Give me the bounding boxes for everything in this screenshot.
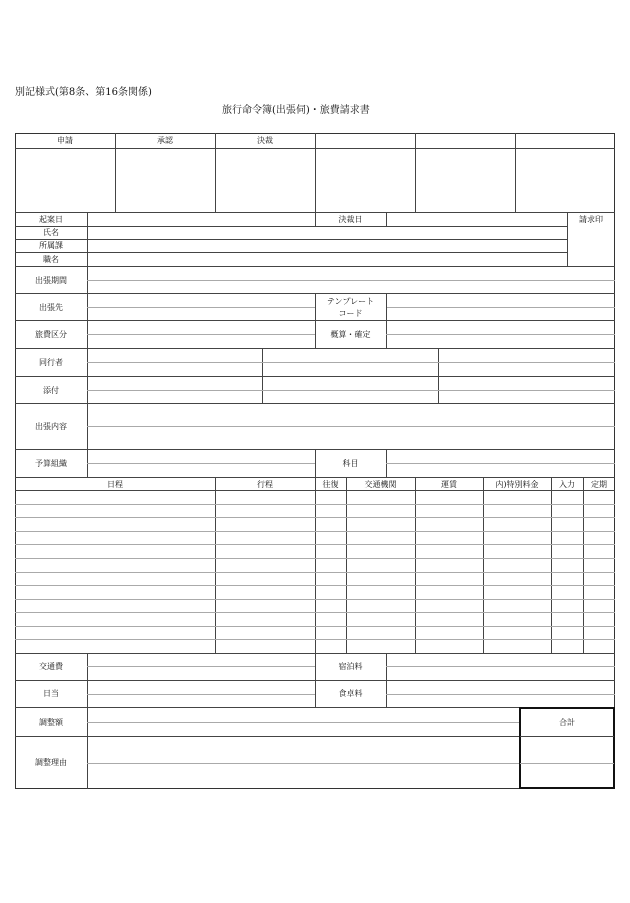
itinerary-cell[interactable] xyxy=(316,627,345,639)
itinerary-cell[interactable] xyxy=(216,613,314,625)
transport-cost-label: 交通費 xyxy=(39,662,63,671)
itinerary-cell[interactable] xyxy=(584,518,614,530)
itinerary-cell[interactable] xyxy=(16,559,214,571)
itinerary-col-schedule: 日程 xyxy=(107,480,123,489)
itinerary-cell[interactable] xyxy=(216,586,314,598)
name-label: 氏名 xyxy=(43,228,59,237)
itinerary-cell[interactable] xyxy=(347,600,414,612)
itinerary-cell[interactable] xyxy=(484,627,550,639)
companion-field-3[interactable] xyxy=(439,349,614,375)
itinerary-cell[interactable] xyxy=(584,573,614,585)
itinerary-cell[interactable] xyxy=(347,532,414,544)
itinerary-cell[interactable] xyxy=(347,627,414,639)
itinerary-cell[interactable] xyxy=(216,600,314,612)
itinerary-cell[interactable] xyxy=(316,600,345,612)
itinerary-cell[interactable] xyxy=(416,640,482,652)
destination-field[interactable] xyxy=(88,294,314,319)
style-reference: 別記様式(第8条、第16条関係) xyxy=(15,87,152,98)
itinerary-cell[interactable] xyxy=(484,559,550,571)
itinerary-cell[interactable] xyxy=(347,640,414,652)
adjustment-reason-label: 調整理由 xyxy=(35,758,67,767)
itinerary-cell[interactable] xyxy=(316,545,345,557)
position-label: 職名 xyxy=(43,255,59,264)
template-code-text: テンプレート コード xyxy=(326,297,375,318)
claim-seal-label: 請求印 xyxy=(579,215,603,224)
itinerary-cell[interactable] xyxy=(484,518,550,530)
itinerary-cell[interactable] xyxy=(216,505,314,517)
itinerary-cell[interactable] xyxy=(347,518,414,530)
adjustment-amount-field[interactable] xyxy=(88,708,518,735)
itinerary-cell[interactable] xyxy=(16,600,214,612)
itinerary-cell[interactable] xyxy=(16,627,214,639)
itinerary-cell[interactable] xyxy=(552,640,582,652)
itinerary-cell[interactable] xyxy=(416,627,482,639)
attachment-field-3[interactable] xyxy=(439,377,614,402)
trip-content-label: 出張内容 xyxy=(35,422,67,431)
total-label: 合計 xyxy=(559,718,575,727)
itinerary-col-transport: 交通機関 xyxy=(364,480,397,489)
decision-date-field[interactable] xyxy=(387,213,566,225)
itinerary-cell[interactable] xyxy=(347,505,414,517)
itinerary-cell[interactable] xyxy=(16,491,214,503)
name-field[interactable] xyxy=(88,227,566,238)
itinerary-cell[interactable] xyxy=(216,627,314,639)
itinerary-cell[interactable] xyxy=(316,640,345,652)
itinerary-cell[interactable] xyxy=(216,640,314,652)
form-title: 旅行命令簿(出張伺)・旅費請求書 xyxy=(222,105,370,116)
itinerary-cell[interactable] xyxy=(416,600,482,612)
companion-field-1[interactable] xyxy=(88,349,261,375)
itinerary-cell[interactable] xyxy=(552,600,582,612)
itinerary-cell[interactable] xyxy=(552,505,582,517)
itinerary-col-route: 行程 xyxy=(257,480,273,489)
approval-seal-applicant[interactable] xyxy=(16,149,114,211)
itinerary-cell[interactable] xyxy=(347,559,414,571)
itinerary-cell[interactable] xyxy=(347,491,414,503)
approval-decision-label: 決裁 xyxy=(257,136,273,145)
itinerary-cell[interactable] xyxy=(316,491,345,503)
daily-allowance-field[interactable] xyxy=(88,681,314,706)
attachment-field-1[interactable] xyxy=(88,377,261,402)
itinerary-cell[interactable] xyxy=(216,573,314,585)
meal-fee-field[interactable] xyxy=(387,681,614,706)
approval-seal-5[interactable] xyxy=(416,149,514,211)
itinerary-cell[interactable] xyxy=(552,627,582,639)
itinerary-cell[interactable] xyxy=(416,586,482,598)
itinerary-cell[interactable] xyxy=(552,586,582,598)
trip-period-label: 出張期間 xyxy=(35,276,67,285)
approval-seal-approve[interactable] xyxy=(116,149,214,211)
attachment-field-2[interactable] xyxy=(263,377,437,402)
itinerary-cell[interactable] xyxy=(484,545,550,557)
itinerary-cell[interactable] xyxy=(552,559,582,571)
template-code-label xyxy=(315,296,386,320)
budget-org-field[interactable] xyxy=(88,450,314,476)
trip-period-field[interactable] xyxy=(88,267,614,292)
itinerary-col-fare: 運賃 xyxy=(441,480,457,489)
itinerary-cell[interactable] xyxy=(416,573,482,585)
itinerary-cell[interactable] xyxy=(552,518,582,530)
itinerary-cell[interactable] xyxy=(347,613,414,625)
transport-cost-field[interactable] xyxy=(88,654,314,679)
itinerary-cell[interactable] xyxy=(216,559,314,571)
itinerary-cell[interactable] xyxy=(16,505,214,517)
itinerary-col-roundtrip: 往復 xyxy=(322,480,339,489)
claim-seal-field[interactable] xyxy=(568,227,614,265)
itinerary-cell[interactable] xyxy=(584,613,614,625)
itinerary-cell[interactable] xyxy=(347,586,414,598)
itinerary-cell[interactable] xyxy=(584,586,614,598)
itinerary-col-special-fee: 内)特別料金 xyxy=(495,480,539,489)
itinerary-cell[interactable] xyxy=(584,640,614,652)
itinerary-cell[interactable] xyxy=(16,586,214,598)
decision-date-label: 決裁日 xyxy=(338,215,363,224)
attachments-label: 添付 xyxy=(43,386,59,395)
itinerary-cell[interactable] xyxy=(416,559,482,571)
lodging-fee-label: 宿泊料 xyxy=(338,662,363,671)
itinerary-cell[interactable] xyxy=(552,532,582,544)
destination-label: 出張先 xyxy=(39,303,63,312)
itinerary-cell[interactable] xyxy=(584,532,614,544)
companion-field-2[interactable] xyxy=(263,349,437,375)
itinerary-cell[interactable] xyxy=(484,613,550,625)
itinerary-cell[interactable] xyxy=(552,491,582,503)
draft-date-field[interactable] xyxy=(88,213,314,225)
itinerary-cell[interactable] xyxy=(584,600,614,612)
total-amount-field[interactable] xyxy=(521,737,613,787)
itinerary-cell[interactable] xyxy=(216,532,314,544)
itinerary-cell[interactable] xyxy=(216,518,314,530)
approval-seal-6[interactable] xyxy=(516,149,614,211)
itinerary-cell[interactable] xyxy=(584,545,614,557)
itinerary-cell[interactable] xyxy=(16,545,214,557)
itinerary-cell[interactable] xyxy=(16,518,214,530)
itinerary-cell[interactable] xyxy=(584,559,614,571)
draft-date-label: 起案日 xyxy=(39,215,63,224)
approval-seal-decision[interactable] xyxy=(216,149,314,211)
itinerary-cell[interactable] xyxy=(316,586,345,598)
approval-approve-label: 承認 xyxy=(157,136,173,145)
position-field[interactable] xyxy=(88,253,566,265)
daily-allowance-label: 日当 xyxy=(43,689,59,698)
travel-category-label: 旅費区分 xyxy=(35,330,67,339)
itinerary-cell[interactable] xyxy=(316,613,345,625)
adjustment-reason-field[interactable] xyxy=(88,737,518,788)
travel-category-field[interactable] xyxy=(88,321,314,347)
budget-org-label: 予算組織 xyxy=(35,459,67,468)
itinerary-cell[interactable] xyxy=(216,491,314,503)
itinerary-cell[interactable] xyxy=(484,600,550,612)
itinerary-cell[interactable] xyxy=(484,586,550,598)
itinerary-cell[interactable] xyxy=(316,573,345,585)
itinerary-cell[interactable] xyxy=(416,505,482,517)
department-field[interactable] xyxy=(88,240,566,251)
adjustment-amount-label: 調整額 xyxy=(39,718,63,727)
itinerary-cell[interactable] xyxy=(416,545,482,557)
itinerary-cell[interactable] xyxy=(552,613,582,625)
itinerary-cell[interactable] xyxy=(552,545,582,557)
itinerary-cell[interactable] xyxy=(16,640,214,652)
itinerary-cell[interactable] xyxy=(484,532,550,544)
itinerary-cell[interactable] xyxy=(316,518,345,530)
itinerary-cell[interactable] xyxy=(484,573,550,585)
itinerary-cell[interactable] xyxy=(552,573,582,585)
itinerary-cell[interactable] xyxy=(216,545,314,557)
itinerary-cell[interactable] xyxy=(16,532,214,544)
itinerary-cell[interactable] xyxy=(416,491,482,503)
itinerary-col-input: 入力 xyxy=(559,480,575,489)
approval-applicant-label: 申請 xyxy=(57,136,73,145)
itinerary-cell[interactable] xyxy=(316,505,345,517)
template-code-field[interactable] xyxy=(387,294,614,319)
trip-content-field[interactable] xyxy=(88,404,614,448)
itinerary-cell[interactable] xyxy=(584,505,614,517)
estimate-final-field[interactable] xyxy=(387,321,614,347)
budget-item-field[interactable] xyxy=(387,450,614,476)
itinerary-cell[interactable] xyxy=(484,640,550,652)
itinerary-cell[interactable] xyxy=(484,491,550,503)
itinerary-cell[interactable] xyxy=(16,573,214,585)
itinerary-col-pass: 定期 xyxy=(591,480,607,489)
approval-seal-4[interactable] xyxy=(316,149,414,211)
itinerary-cell[interactable] xyxy=(416,613,482,625)
itinerary-cell[interactable] xyxy=(584,627,614,639)
department-label: 所属課 xyxy=(39,241,63,250)
itinerary-cell[interactable] xyxy=(416,532,482,544)
itinerary-cell[interactable] xyxy=(347,573,414,585)
itinerary-cell[interactable] xyxy=(484,505,550,517)
itinerary-cell[interactable] xyxy=(316,559,345,571)
itinerary-cell[interactable] xyxy=(347,545,414,557)
estimate-final-label: 概算・確定 xyxy=(330,330,371,339)
itinerary-cell[interactable] xyxy=(416,518,482,530)
itinerary-cell[interactable] xyxy=(584,491,614,503)
lodging-fee-field[interactable] xyxy=(387,654,614,679)
meal-fee-label: 食卓料 xyxy=(338,689,363,698)
budget-item-label: 科目 xyxy=(342,459,359,468)
itinerary-cell[interactable] xyxy=(316,532,345,544)
itinerary-cell[interactable] xyxy=(16,613,214,625)
companions-label: 同行者 xyxy=(39,358,63,367)
